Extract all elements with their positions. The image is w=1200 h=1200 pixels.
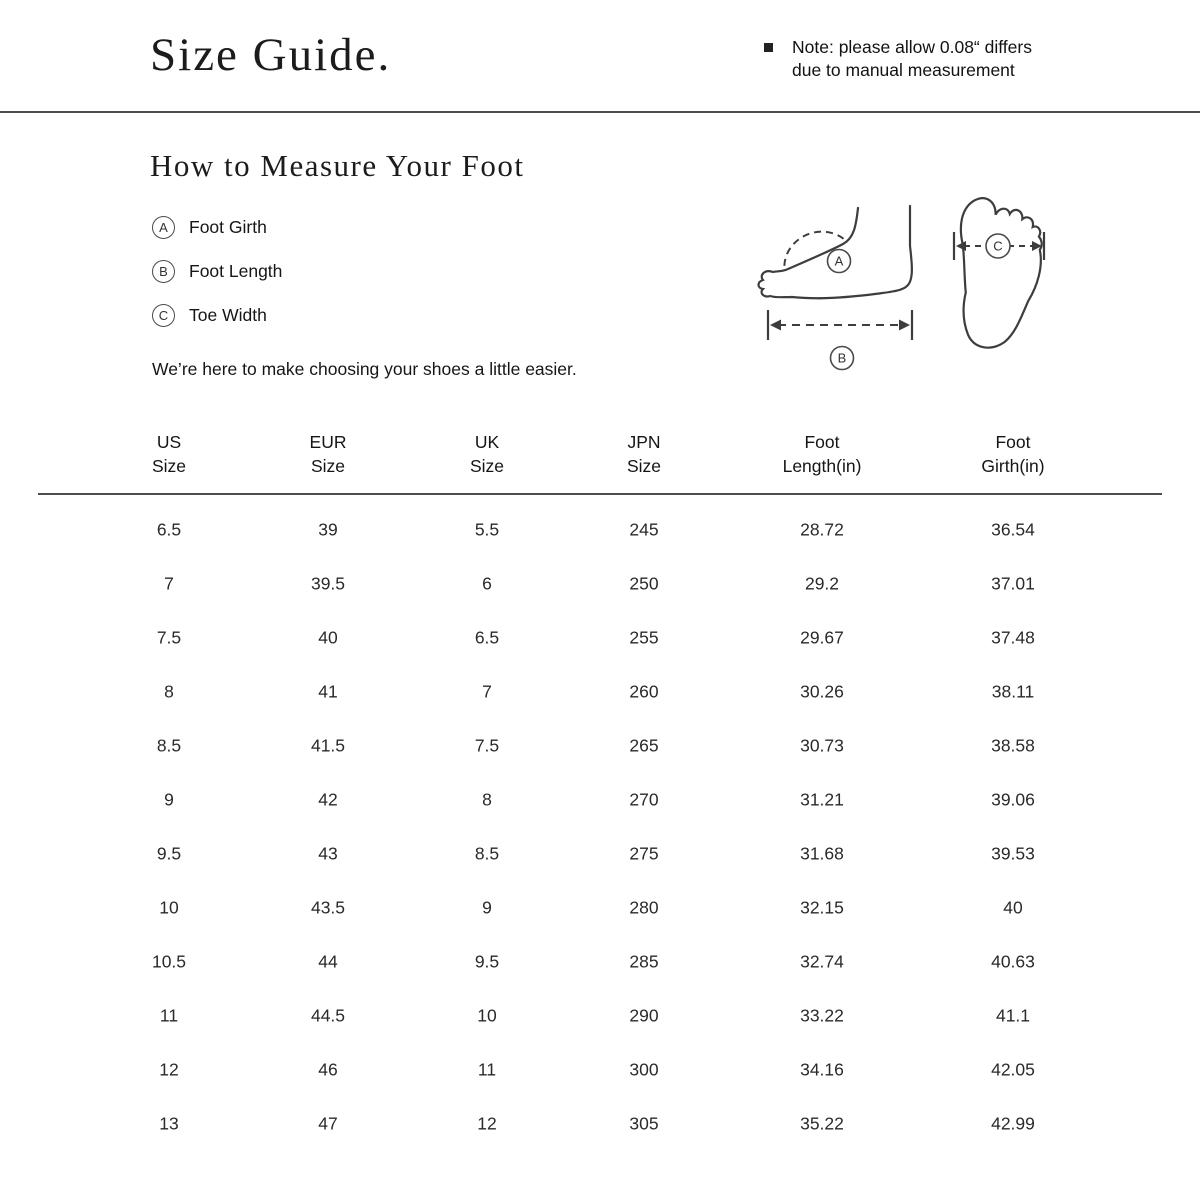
table-cell: 37.48 — [991, 627, 1035, 648]
column-header-line1: JPN — [627, 432, 661, 452]
column-header-line2: Girth(in) — [981, 456, 1045, 476]
measurement-note — [764, 36, 1032, 81]
table-cell: 31.68 — [800, 843, 844, 864]
table-cell: 36.54 — [991, 519, 1035, 540]
table-cell: 9 — [482, 897, 492, 918]
length-badge-letter: B — [837, 350, 847, 366]
table-cell: 270 — [629, 789, 659, 810]
table-cell: 38.58 — [991, 735, 1035, 756]
table-cell: 10 — [477, 1005, 497, 1026]
table-cell: 285 — [629, 951, 659, 972]
table-row — [40, 1097, 1160, 1151]
header-divider — [0, 111, 1200, 113]
table-cell: 29.2 — [804, 573, 840, 594]
measure-item-label: Toe Width — [189, 304, 267, 325]
table-cell: 280 — [629, 897, 659, 918]
table-cell: 40 — [318, 627, 338, 648]
section-heading: How to Measure Your Foot — [150, 148, 525, 183]
measure-item — [152, 303, 282, 327]
table-row — [40, 989, 1160, 1043]
table-cell: 7.5 — [474, 735, 500, 756]
circled-letter-badge: B — [152, 260, 175, 283]
table-cell: 40.63 — [991, 951, 1035, 972]
column-header — [938, 430, 1088, 478]
table-cell: 44 — [318, 951, 338, 972]
column-header-line1: EUR — [309, 432, 347, 452]
column-header-line2: Size — [310, 456, 346, 476]
width-arrowhead-left — [956, 241, 966, 251]
table-cell: 245 — [629, 519, 659, 540]
table-row — [40, 503, 1160, 557]
table-cell: 12 — [477, 1113, 497, 1134]
table-cell: 6.5 — [474, 627, 500, 648]
table-cell: 42.05 — [991, 1059, 1035, 1080]
table-cell: 9.5 — [156, 843, 182, 864]
table-cell: 10.5 — [151, 951, 187, 972]
table-cell: 9.5 — [474, 951, 500, 972]
table-cell: 6 — [482, 573, 492, 594]
table-cell: 250 — [629, 573, 659, 594]
table-cell: 5.5 — [474, 519, 500, 540]
table-cell: 33.22 — [800, 1005, 844, 1026]
table-cell: 41 — [318, 681, 338, 702]
table-cell: 35.22 — [800, 1113, 844, 1134]
note-line2: due to manual measurement — [792, 59, 1015, 80]
column-header — [569, 430, 719, 478]
table-cell: 12 — [159, 1059, 179, 1080]
column-header-line1: Foot — [804, 432, 840, 452]
column-header-line2: Size — [151, 456, 187, 476]
table-row — [40, 719, 1160, 773]
page-title: Size Guide. — [150, 29, 392, 81]
table-cell: 34.16 — [800, 1059, 844, 1080]
table-cell: 39.5 — [310, 573, 346, 594]
table-cell: 11 — [477, 1059, 497, 1080]
table-cell: 30.73 — [800, 735, 844, 756]
table-cell: 7.5 — [156, 627, 182, 648]
table-cell: 7 — [164, 573, 174, 594]
column-header-line1: Foot — [995, 432, 1031, 452]
girth-badge-letter: A — [834, 253, 844, 269]
table-cell: 28.72 — [800, 519, 844, 540]
table-cell: 13 — [159, 1113, 179, 1134]
note-text — [792, 36, 1032, 81]
column-header-line2: Size — [626, 456, 662, 476]
table-cell: 38.11 — [991, 681, 1035, 702]
table-cell: 37.01 — [991, 573, 1035, 594]
foot-measure-diagram — [740, 168, 1060, 388]
table-cell: 43 — [318, 843, 338, 864]
table-cell: 47 — [318, 1113, 338, 1134]
table-cell: 9 — [164, 789, 174, 810]
measure-item-label: Foot Length — [189, 260, 283, 281]
toe-width-badge-letter: C — [993, 238, 1003, 254]
measure-item-label: Foot Girth — [189, 216, 267, 237]
length-arrowhead-right — [899, 320, 910, 331]
column-header-line2: Length(in) — [782, 456, 862, 476]
size-table-body — [40, 503, 1160, 1151]
table-cell: 265 — [629, 735, 659, 756]
measure-list — [152, 215, 282, 327]
table-cell: 39.53 — [991, 843, 1035, 864]
table-cell: 41.5 — [310, 735, 346, 756]
table-cell: 41.1 — [995, 1005, 1031, 1026]
table-cell: 8 — [164, 681, 174, 702]
column-header — [253, 430, 403, 478]
table-cell: 8.5 — [474, 843, 500, 864]
table-cell: 31.21 — [800, 789, 844, 810]
table-cell: 30.26 — [800, 681, 844, 702]
table-cell: 46 — [318, 1059, 338, 1080]
table-cell: 39.06 — [991, 789, 1035, 810]
table-cell: 275 — [629, 843, 659, 864]
length-arrowhead-left — [770, 320, 781, 331]
table-row — [40, 1043, 1160, 1097]
table-cell: 290 — [629, 1005, 659, 1026]
circled-letter-badge: C — [152, 304, 175, 327]
table-cell: 260 — [629, 681, 659, 702]
table-cell: 42.99 — [991, 1113, 1035, 1134]
table-cell: 39 — [318, 519, 338, 540]
table-row — [40, 665, 1160, 719]
size-table-header — [40, 430, 1160, 478]
table-row — [40, 611, 1160, 665]
table-cell: 8 — [482, 789, 492, 810]
table-cell: 11 — [159, 1005, 179, 1026]
column-header — [412, 430, 562, 478]
table-row — [40, 773, 1160, 827]
table-cell: 29.67 — [800, 627, 844, 648]
table-cell: 44.5 — [310, 1005, 346, 1026]
column-header-line1: US — [156, 432, 182, 452]
footprint-outline — [951, 197, 1046, 352]
table-cell: 32.74 — [800, 951, 844, 972]
table-row — [40, 557, 1160, 611]
note-line1: Note: please allow 0.08“ differs — [792, 37, 1032, 57]
square-bullet-icon — [764, 43, 773, 52]
table-row — [40, 827, 1160, 881]
table-cell: 7 — [482, 681, 492, 702]
table-cell: 10 — [159, 897, 179, 918]
circled-letter-badge: A — [152, 216, 175, 239]
table-cell: 42 — [318, 789, 338, 810]
table-row — [40, 881, 1160, 935]
table-cell: 43.5 — [310, 897, 346, 918]
column-header — [94, 430, 244, 478]
measure-item — [152, 259, 282, 283]
measure-item — [152, 215, 282, 239]
column-header — [747, 430, 897, 478]
table-cell: 32.15 — [800, 897, 844, 918]
table-cell: 6.5 — [156, 519, 182, 540]
column-header-line1: UK — [474, 432, 500, 452]
table-cell: 40 — [1003, 897, 1023, 918]
table-cell: 255 — [629, 627, 659, 648]
table-row — [40, 935, 1160, 989]
table-cell: 305 — [629, 1113, 659, 1134]
tagline: We’re here to make choosing your shoes a little easier. — [152, 359, 577, 379]
table-header-divider — [38, 493, 1162, 495]
table-cell: 8.5 — [156, 735, 182, 756]
column-header-line2: Size — [469, 456, 505, 476]
table-cell: 300 — [629, 1059, 659, 1080]
